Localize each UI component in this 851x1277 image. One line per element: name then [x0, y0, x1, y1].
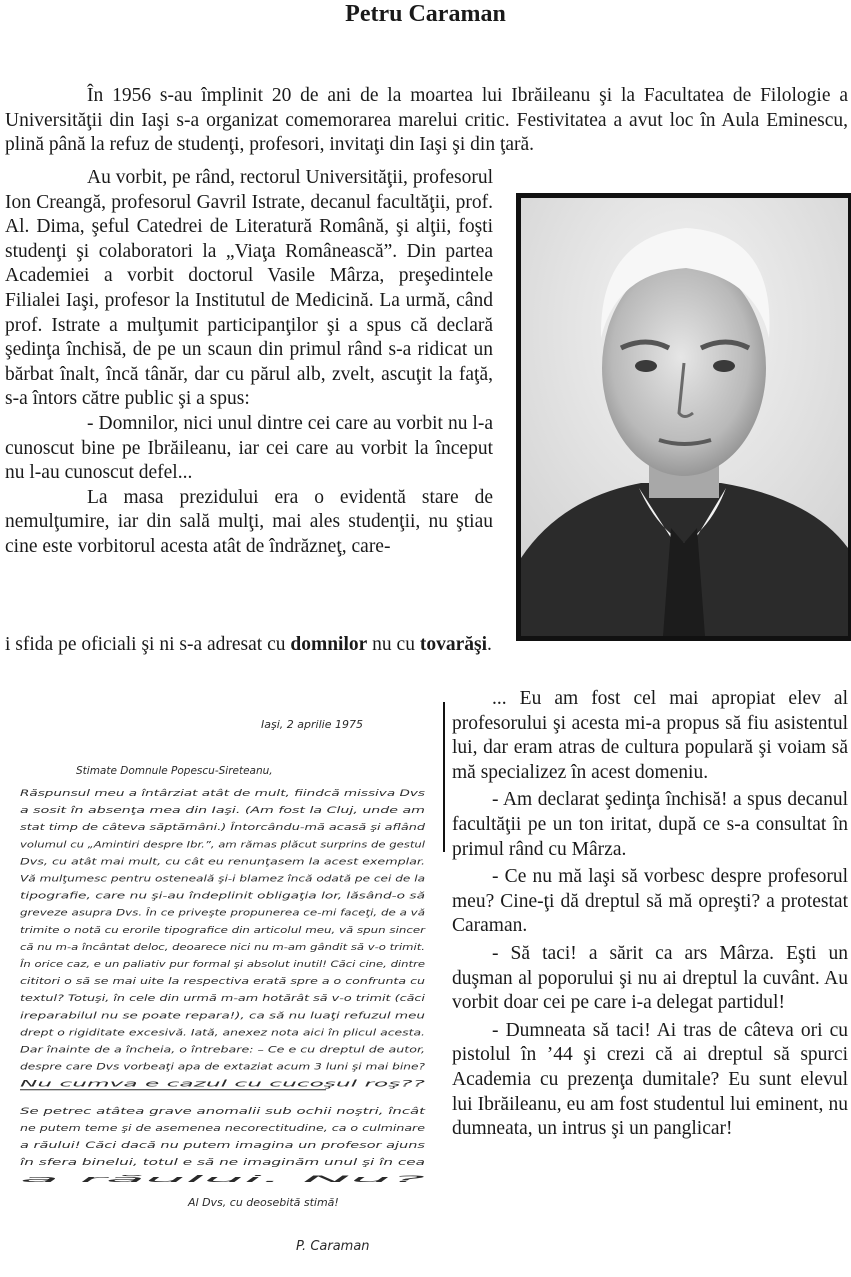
letter-closing: Al Dvs, cu deosebită stimă! [188, 1196, 339, 1209]
intro-paragraph: În 1956 s-au împlinit 20 de ani de la moartea lui Ibrăileanu şi la Facultatea de Filologie a Universităţii din Iaşi s-a organizat comemorarea marelui critic. Festivitatea a avut loc în Aula Eminescu, plină până la refuz de studenţi, profesori, invitaţi din Iaşi şi din ţară. [5, 85, 848, 156]
letter-line: textul? Totuşi, în cele din urmă m-am hotărât să v-o trimit (căci [20, 994, 426, 1005]
left-column [5, 166, 493, 560]
letter-line: Dar înainte de a încheia, o întrebare: – Ce e cu dreptul de autor, [20, 1045, 425, 1056]
tail-before: i sfida pe oficiali şi ni s-a adresat cu [5, 634, 291, 655]
letter-line: a răului! Căci dacă nu putem imagina un profesor ajuns [20, 1141, 426, 1151]
letter-line: cititori o să se mai uite la respectiva erată spre a o confrunta cu [20, 977, 426, 988]
letter-line: Vă mulţumesc pentru osteneală şi-i blamez încă odată pe cei de la [20, 874, 425, 885]
right-paragraph-2: - Am declarat şedinţa închisă! a spus decanul facultăţii pe un ton iritat, după ce s-a consultat în primul rând cu Mârza. [452, 789, 848, 860]
right-paragraph-4: - Să taci! a sărit ca ars Mârza. Eşti un duşman al poporului şi nu ai dreptul la cuvânt. Au vorbit doar cei pe care i-a delegat partidul! [452, 942, 848, 1014]
letter-line: Nu cumva e cazul cu cucoşul roş?? [20, 1079, 426, 1090]
letter-line: Dvs, cu atât mai mult, cu cât eu renunţasem la acest exemplar. [20, 857, 425, 868]
letter-line: în sfera binelui, totul e să ne imaginăm unul şi în cea [20, 1158, 425, 1169]
portrait-photo-icon [521, 198, 848, 636]
letter-line: drept o rigiditate excesivă. Iată, anexez nota aici în plicul acesta. [20, 1028, 425, 1039]
letter-signature: P. Caraman [296, 1239, 370, 1254]
letter-line: greveze asupra Dvs. În ce priveşte propunerea ce-mi faceţi, de a vă [20, 908, 327, 919]
letter-line: stat timp de câteva săptămâni.) Întorcându-mă acasă şi aflând [20, 823, 304, 834]
right-paragraph-3: - Ce nu mă laşi să vorbesc despre profesorul meu? Cine-ţi dă dreptul să mă opreşti? a protestat Caraman. [452, 866, 848, 937]
letter-line: despre care Dvs vorbeaţi apa de extaziat acum 3 luni şi mai bine? [20, 1062, 426, 1073]
letter-line: trimite o notă cu erorile tipografice din articolul meu, vă spun sincer [20, 925, 427, 936]
letter-line: Răspunsul meu a întârziat atât de mult, fiindcă missiva Dvs [20, 789, 426, 799]
tail-bold-tovarasi: tovarăşi [419, 634, 487, 655]
letter-salutation: Stimate Domnule Popescu-Sireteanu, [76, 765, 273, 777]
letter-line: că nu m-a încântat deloc, deoarece nici nu m-am gândit să v-o trimit. [20, 942, 425, 953]
right-column [452, 687, 848, 1145]
letter-line: ne putem teme şi de asemenea necorectitudine, ca o culminare [20, 1123, 426, 1134]
tail-middle: nu cu [367, 634, 420, 655]
left-paragraph-3: La masa prezidului era o evidentă stare de nemulţumire, iar din sală mulţi, mai ales studenţii, nu ştiau cine este vorbitorul acesta atât de îndrăzneţ, care- [5, 486, 493, 557]
handwritten-letter-icon [6, 698, 436, 1270]
letter-line: volumul cu „Amintiri despre Ibr.”, am rămas plăcut surprins de gestul [20, 840, 426, 851]
page-title: Petru Caraman [345, 1, 506, 27]
right-paragraph-5: - Dumneata să taci! Ai tras de câteva ori cu pistolul în ’44 şi crezi că ai dreptul să spurci Academia cu prezenţa dumitale? Eu sunt elevul lui Ibrăileanu, eu am fost studentul lui eminent, nu dumneata, un intrus şi un panglicar! [452, 1019, 848, 1140]
tail-end: . [486, 634, 492, 655]
letter-line: a sosit în absenţa mea din Iaşi. (Am fost la Cluj, unde am [20, 806, 426, 817]
portrait-photo [516, 193, 851, 641]
column-divider [443, 702, 445, 852]
letter-line: În orice caz, e un paliativ pur formal şi absolut inutil! Căci cine, dintre [20, 960, 334, 970]
letter-line: ireparabilul nu se poate repara!), ca să nu luaţi refuzul meu [20, 1011, 426, 1022]
handwritten-letter [6, 698, 436, 1270]
letter-line: tipografie, care nu şi-au îndeplinit obligaţia lor, lăsând-o să [20, 891, 426, 902]
letter-date: Iaşi, 2 aprilie 1975 [261, 718, 363, 731]
tail-bold-domnilor: domnilor [290, 634, 368, 655]
left-paragraph-1: Au vorbit, pe rând, rectorul Universităţii, profesorul Ion Creangă, profesorul Gavril Istrate, decanul facultăţii, prof. Al. Dima, şeful Catedrei de Literatură Română, şi alţii, foşti studenţi şi colaboratori la „Viaţa Românească”. Din partea Academiei a vorbit doctorul Vasile Mârza, preşedintele Filialei Iaşi, profesor la Institutul de Medicină. La urmă, când prof. Istrate a mulţumit participanţilor şi a spus că declară şedinţa închisă, de pe un scaun din primul rând s-a ridicat un bărbat înalt, încă tânăr, dar cu părul alb, zvelt, ascuţit la faţă, s-a întors către public şi a spus: [5, 167, 493, 410]
right-paragraph-1: ... Eu am fost cel mai apropiat elev al profesorului şi acesta mi-a propus să fiu asistentul lui, dar eram atras de cultura populară şi voiam să mă specializez în acest domeniu. [452, 688, 848, 783]
letter-line: a răului. Nu? [20, 1175, 427, 1186]
letter-line: Se petrec atâtea grave anomalii sub ochii noştri, încât [20, 1106, 426, 1117]
left-paragraph-2: - Domnilor, nici unul dintre cei care au vorbit nu l-a cunoscut bine pe Ibrăileanu, iar cei care au vorbit la început nu l-au cunoscut defel... [5, 412, 493, 484]
